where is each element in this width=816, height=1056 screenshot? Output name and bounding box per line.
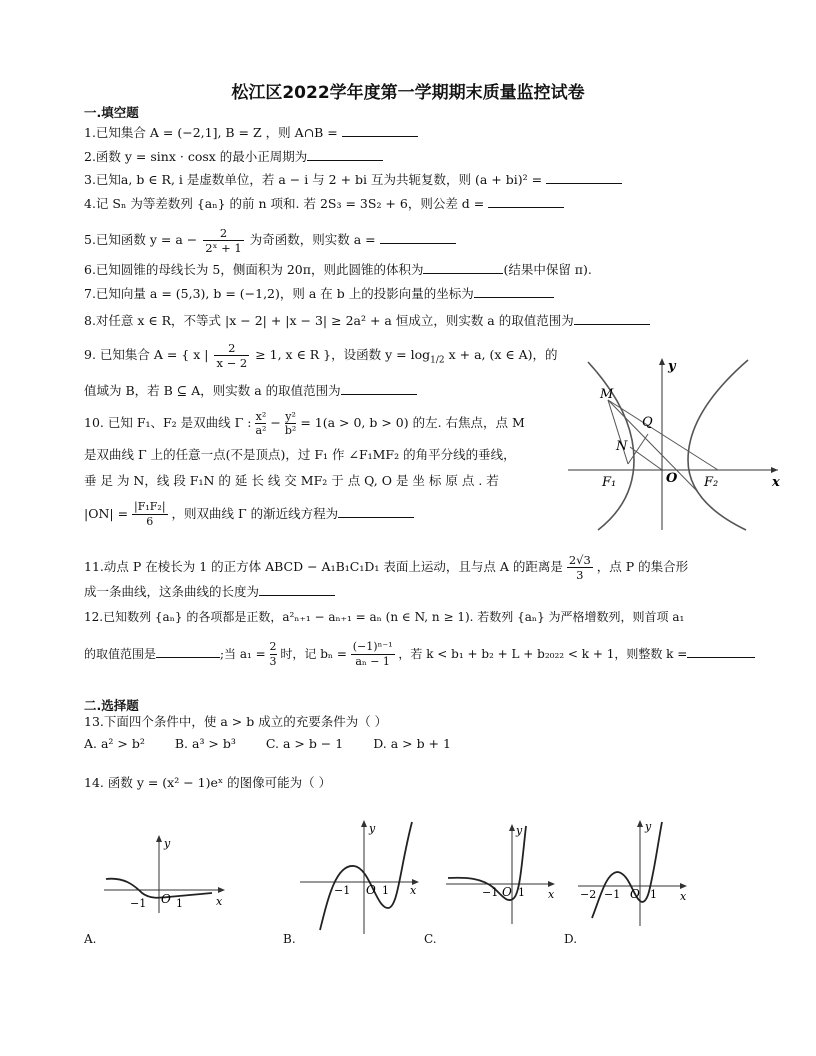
answer-blank[interactable]	[474, 285, 554, 298]
option-c[interactable]: C. a > b − 1	[265, 736, 344, 751]
section-choice: 二.选择题	[84, 698, 139, 713]
question-12-cont: 的取值范围是 ;当 a₁ = $\frac{2}{3}$ 时，记 bₙ = $\frac{\text{(−1)ⁿ⁻¹}}{\text{aₙ − 1}}$ ，若 k < b₁ + b₂ + L + b₂₀₂₂ < k + 1，则整数 k =	[84, 640, 755, 669]
question-9: 9. 已知集合 A = { x | $\frac{2}{x - 2}$ ≥ 1, x ∈ R }，设函数 $y = \log_{1/2} x + a$, (x ∈ A)，的	[84, 341, 558, 370]
section-fill-blank: 一.填空题	[84, 105, 139, 120]
graph-label-c[interactable]: C.	[424, 932, 437, 946]
page-title: 松江区2022学年度第一学期期末质量监控试卷	[231, 83, 585, 103]
answer-blank[interactable]	[687, 645, 755, 658]
svg-text:M: M	[600, 387, 614, 402]
question-1: 1.已知集合 A = (−2,1], B = Z ，则 A∩B =	[84, 124, 418, 141]
svg-text:1: 1	[650, 888, 657, 901]
svg-text:−2: −2	[580, 888, 597, 901]
question-8: 8.对任意 x ∈ R，不等式 |x − 2| + |x − 3| ≥ 2a² + a 恒成立，则实数 a 的取值范围为	[84, 312, 650, 329]
curve	[592, 822, 662, 918]
fraction: $\frac{\text{|F₁F₂|}}{6}$	[134, 500, 166, 528]
graph-option-c	[446, 822, 562, 926]
graph-label-a[interactable]: A.	[84, 932, 97, 946]
graph-option-a	[104, 835, 228, 915]
answer-blank[interactable]	[423, 261, 503, 274]
option-b[interactable]: B. a³ > b³	[174, 736, 236, 751]
graph-option-b	[300, 818, 424, 936]
question-9-cont: 值域为 B，若 B ⊆ A，则实数 a 的取值范围为	[84, 382, 417, 399]
answer-blank[interactable]	[338, 505, 414, 518]
question-10-line3: 垂 足 为 N，线 段 F₁N 的 延 长 线 交 MF₂ 于 点 Q, O 是 坐 标 原 点 . 若	[84, 473, 499, 488]
svg-text:y: y	[164, 837, 171, 850]
question-2: 2.函数 y = sinx · cosx 的最小正周期为	[84, 148, 383, 165]
question-10: 10. 已知 F₁、F₂ 是双曲线 Γ : $\frac{\text{x²}}{\text{a²}}$ − $\frac{\text{y²}}{\text{b²}}$ = 1(a > 0, b > 0) 的左. 右焦点，点 M	[84, 410, 525, 437]
question-13: 13.下面四个条件中，使 a > b 成立的充要条件为（ ）	[84, 714, 388, 729]
fraction: $\frac{2}{\text{2ˣ + 1}}$	[205, 226, 242, 255]
svg-text:x: x	[680, 890, 687, 903]
answer-blank[interactable]	[380, 231, 456, 244]
fraction: $\frac{\text{(−1)ⁿ⁻¹}}{\text{aₙ − 1}}$	[352, 640, 393, 668]
svg-text:Q: Q	[642, 415, 653, 430]
svg-text:−1: −1	[604, 888, 621, 901]
answer-blank[interactable]	[259, 583, 335, 596]
question-11-cont: 成一条曲线，这条曲线的长度为	[84, 583, 335, 600]
question-12: 12.已知数列 {aₙ} 的各项都是正数，a²ₙ₊₁ − aₙ₊₁ = aₙ (n ∈ N, n ≥ 1). 若数列 {aₙ} 为严格增数列，则首项 a₁	[84, 610, 685, 624]
hyperbola-right-branch	[688, 360, 748, 530]
svg-text:x: x	[216, 895, 223, 908]
svg-text:−1: −1	[130, 897, 147, 910]
svg-text:O: O	[366, 883, 376, 897]
svg-text:x: x	[410, 884, 417, 897]
answer-blank[interactable]	[342, 124, 418, 137]
svg-text:y: y	[645, 820, 652, 833]
svg-text:O: O	[630, 887, 640, 901]
svg-text:1: 1	[382, 884, 389, 897]
question-7: 7.已知向量 a = (5,3), b = (−1,2)，则 a 在 b 上的投影向量的坐标为	[84, 285, 554, 302]
question-5: 5.已知函数 y = a − $\frac{2}{\text{2ˣ + 1}}$ 为奇函数，则实数 a =	[84, 226, 456, 255]
svg-text:x: x	[548, 888, 555, 901]
svg-text:N: N	[616, 439, 628, 454]
svg-text:y: y	[516, 824, 523, 837]
svg-text:1: 1	[518, 886, 525, 899]
question-10-line2: 是双曲线 Γ 上的任意一点(不是顶点)，过 F₁ 作 ∠F₁MF₂ 的角平分线的垂线，	[84, 447, 516, 462]
segment-mf2	[608, 400, 718, 470]
svg-text:O: O	[666, 471, 678, 486]
svg-text:O: O	[161, 892, 171, 906]
answer-blank[interactable]	[307, 148, 383, 161]
fraction: $\frac{\text{x²}}{\text{a²}}$	[255, 410, 267, 437]
answer-blank[interactable]	[488, 195, 564, 208]
answer-blank[interactable]	[574, 312, 650, 325]
hyperbola-figure	[568, 352, 782, 532]
answer-blank[interactable]	[156, 645, 220, 658]
question-10-line4: |ON| = $\frac{\text{|F₁F₂|}}{6}$ ，则双曲线 Γ 的渐近线方程为	[84, 500, 414, 529]
svg-text:F₁: F₁	[602, 475, 617, 490]
option-d[interactable]: D. a > b + 1	[373, 736, 451, 751]
svg-text:F₂: F₂	[704, 475, 719, 490]
svg-text:x: x	[772, 475, 780, 490]
svg-text:y: y	[369, 822, 376, 835]
curve	[320, 822, 412, 930]
graph-label-b[interactable]: B.	[283, 932, 296, 946]
graph-label-d[interactable]: D.	[564, 932, 578, 946]
question-14: 14. 函数 y = (x² − 1)eˣ 的图像可能为（ ）	[84, 775, 332, 790]
fraction: $\frac{2}{x - 2}$	[216, 341, 248, 370]
svg-text:y: y	[668, 359, 676, 374]
fraction: $\frac{2}{3}$	[269, 640, 277, 668]
answer-blank[interactable]	[341, 382, 417, 395]
question-6: 6.已知圆锥的母线长为 5，侧面积为 20π，则此圆锥的体积为 (结果中保留 π).	[84, 262, 592, 277]
fraction: $\frac{2√3}{3}$	[568, 553, 591, 582]
fraction: $\frac{\text{y²}}{\text{b²}}$	[284, 410, 297, 437]
svg-text:O: O	[502, 885, 512, 899]
answer-blank[interactable]	[546, 171, 622, 184]
question-3: 3.已知a, b ∈ R, i 是虚数单位，若 a − i 与 2 + bi 互为共轭复数，则 (a + bi)² =	[84, 171, 622, 188]
svg-text:1: 1	[176, 897, 183, 910]
question-13-options	[84, 736, 477, 752]
question-4: 4.记 Sₙ 为等差数列 {aₙ} 的前 n 项和. 若 2S₃ = 3S₂ + 6，则公差 d =	[84, 195, 564, 212]
option-a[interactable]: A. a² > b²	[84, 736, 145, 751]
svg-text:−1: −1	[482, 886, 499, 899]
graph-option-d	[578, 818, 694, 928]
question-11: 11.动点 P 在棱长为 1 的正方体 ABCD − A₁B₁C₁D₁ 表面上运动，且与点 A 的距离是 $\frac{2√3}{3}$ ，点 P 的集合形	[84, 553, 689, 582]
svg-text:−1: −1	[334, 884, 351, 897]
